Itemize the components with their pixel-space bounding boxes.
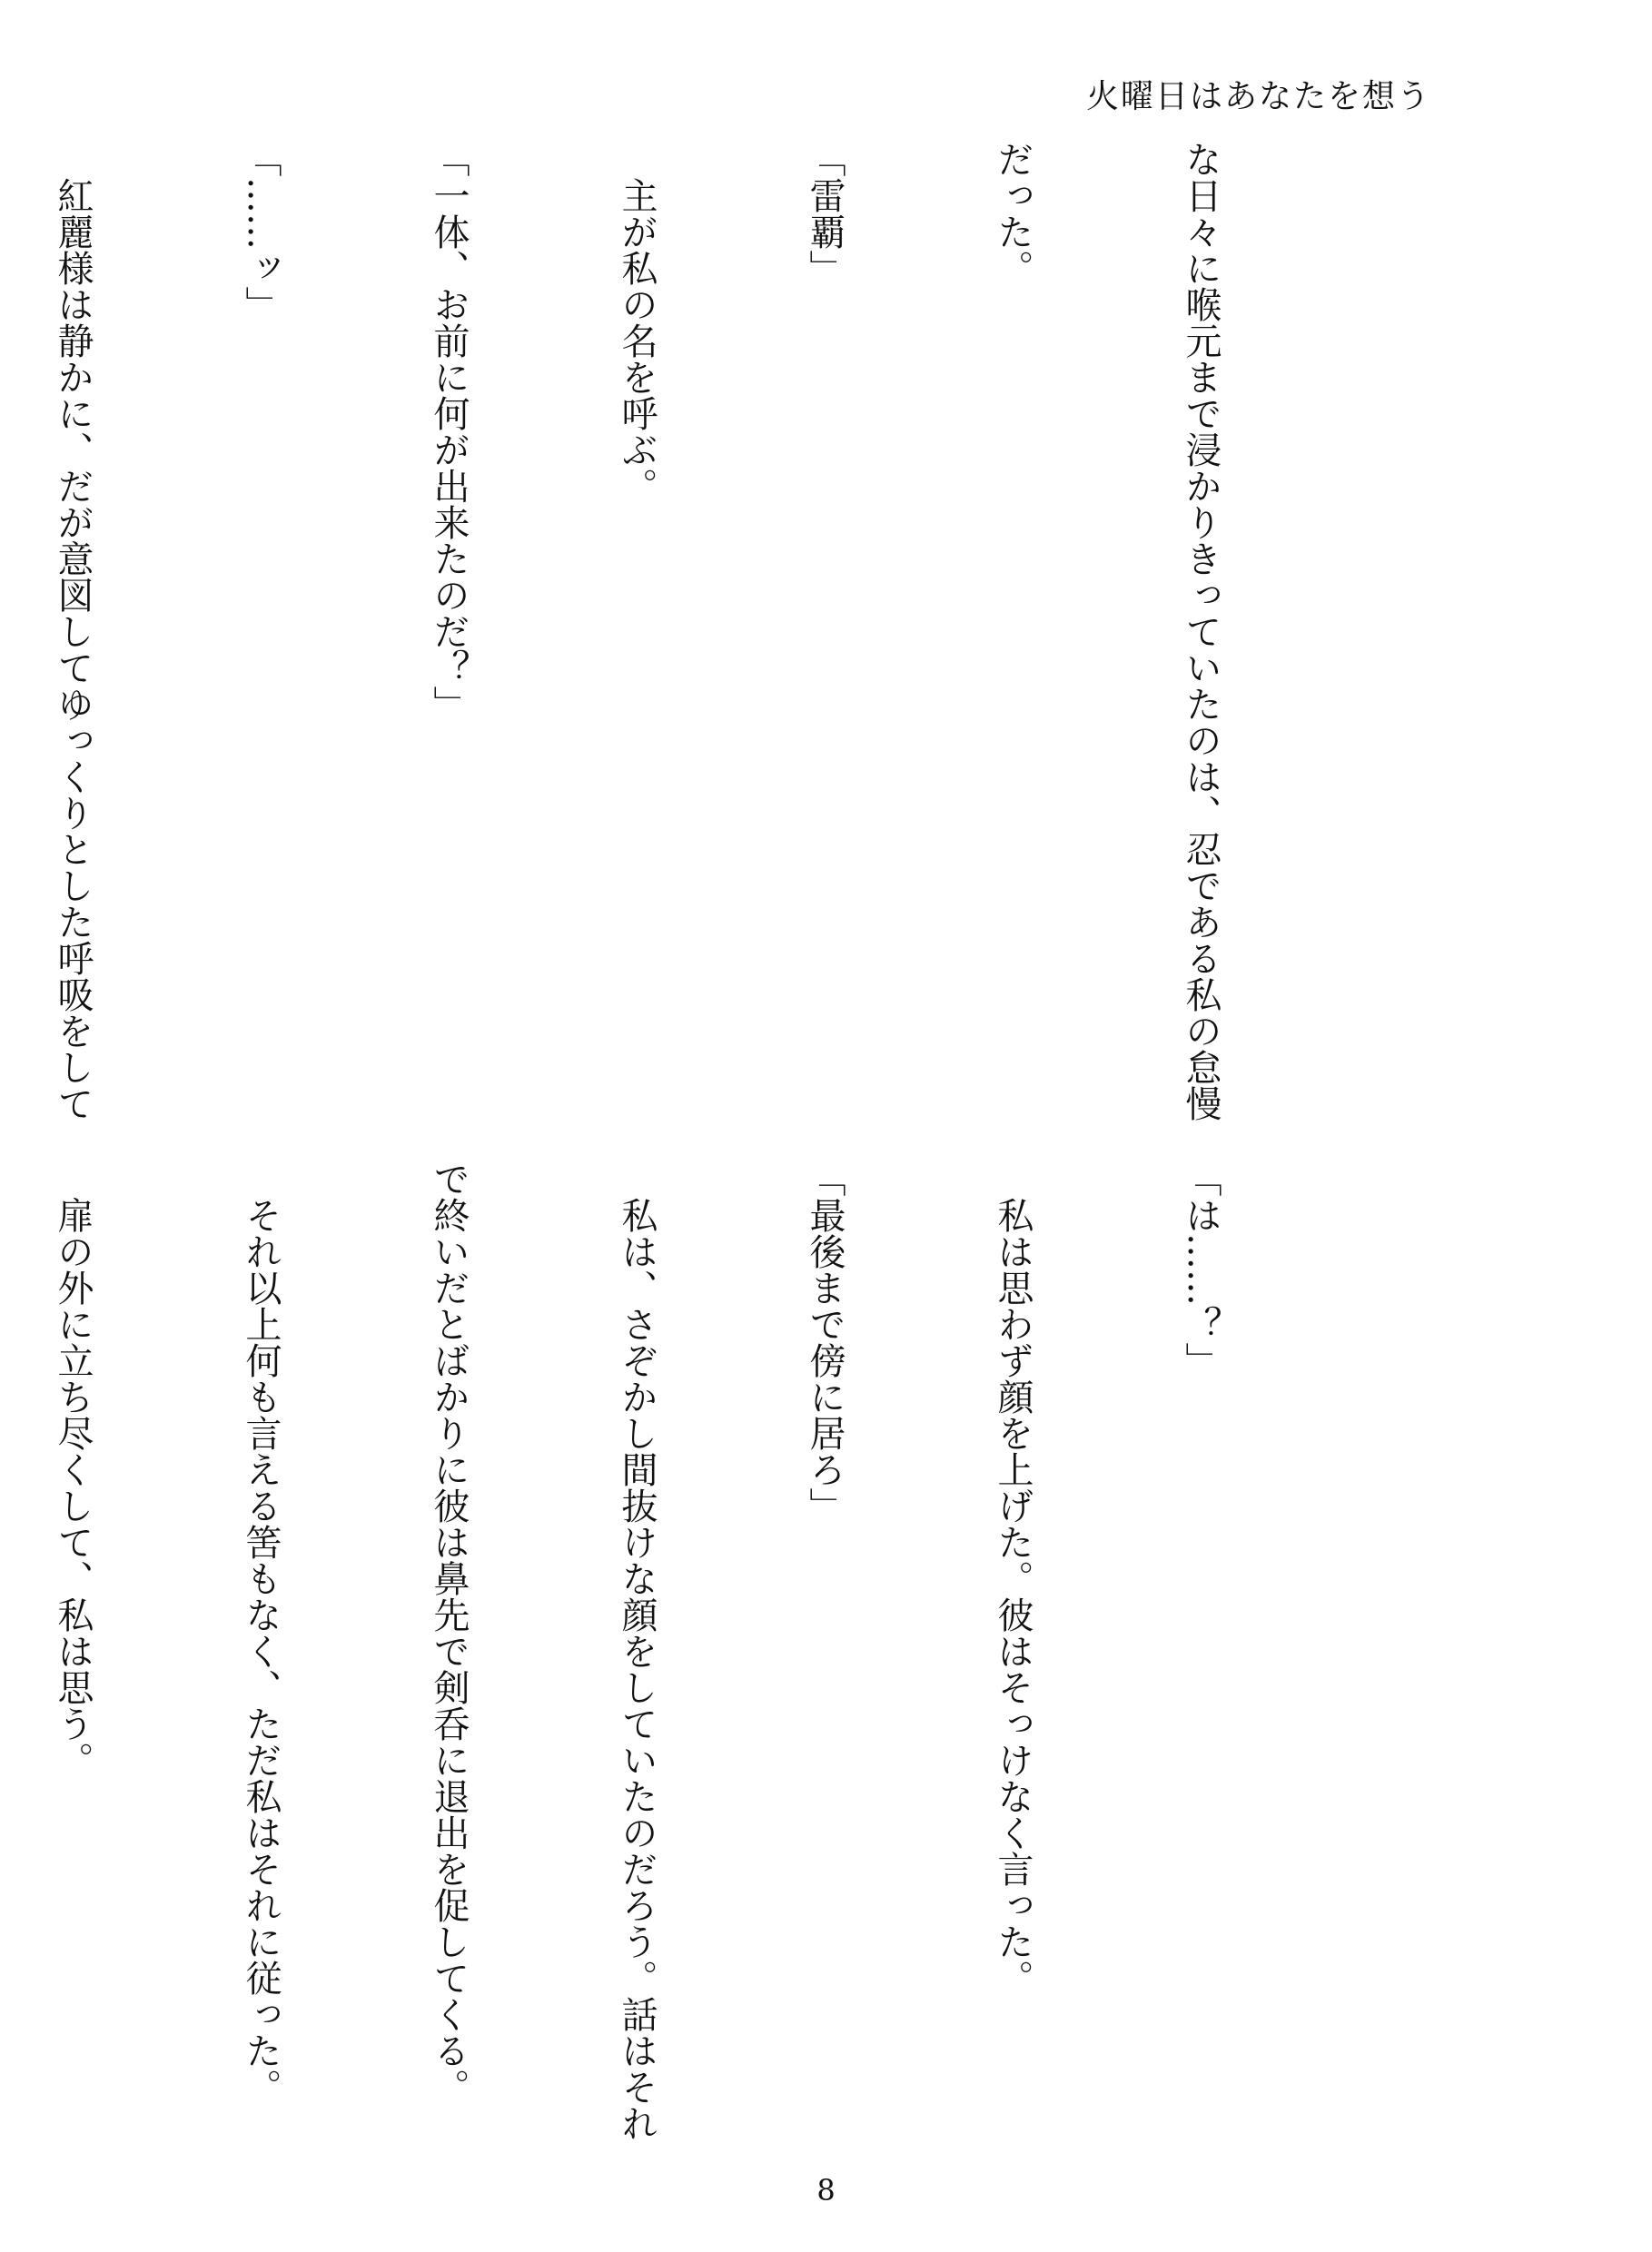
- text-line: だった。: [992, 141, 1034, 286]
- text-block-upper: [0, 141, 1357, 1121]
- text-line: 主が私の名を呼ぶ。: [616, 141, 658, 504]
- text-line: 私は思わず顔を上げた。彼はそっけなく言った。: [992, 1161, 1034, 1996]
- text-line: 「一体、お前に何が出来たのだ？」: [428, 141, 470, 722]
- text-line: 紅麗様は静かに、だが意図してゆっくりとした呼吸をして: [52, 141, 94, 1121]
- text-block-lower: [0, 1161, 1357, 2141]
- running-title: 火曜日はあなたを想う: [1085, 78, 1431, 115]
- text-line: 「最後まで傍に居ろ」: [804, 1161, 846, 1524]
- text-line: 「雷覇」: [804, 141, 846, 286]
- text-line: 扉の外に立ち尽くして、私は思う。: [52, 1161, 94, 1778]
- text-line: 「は……？」: [1180, 1161, 1222, 1378]
- page-number: 8: [816, 2173, 836, 2208]
- text-line: で終いだとばかりに彼は鼻先で剣呑に退出を促してくる。: [428, 1161, 470, 2105]
- text-line: 私は、さぞかし間抜けな顔をしていたのだろう。話はそれ: [616, 1161, 658, 2141]
- text-line: な日々に喉元まで浸かりきっていたのは、忍である私の怠慢: [1180, 141, 1222, 1121]
- text-line: それ以上何も言える筈もなく、ただ私はそれに従った。: [240, 1161, 282, 2105]
- text-line: 「……ッ」: [240, 141, 282, 322]
